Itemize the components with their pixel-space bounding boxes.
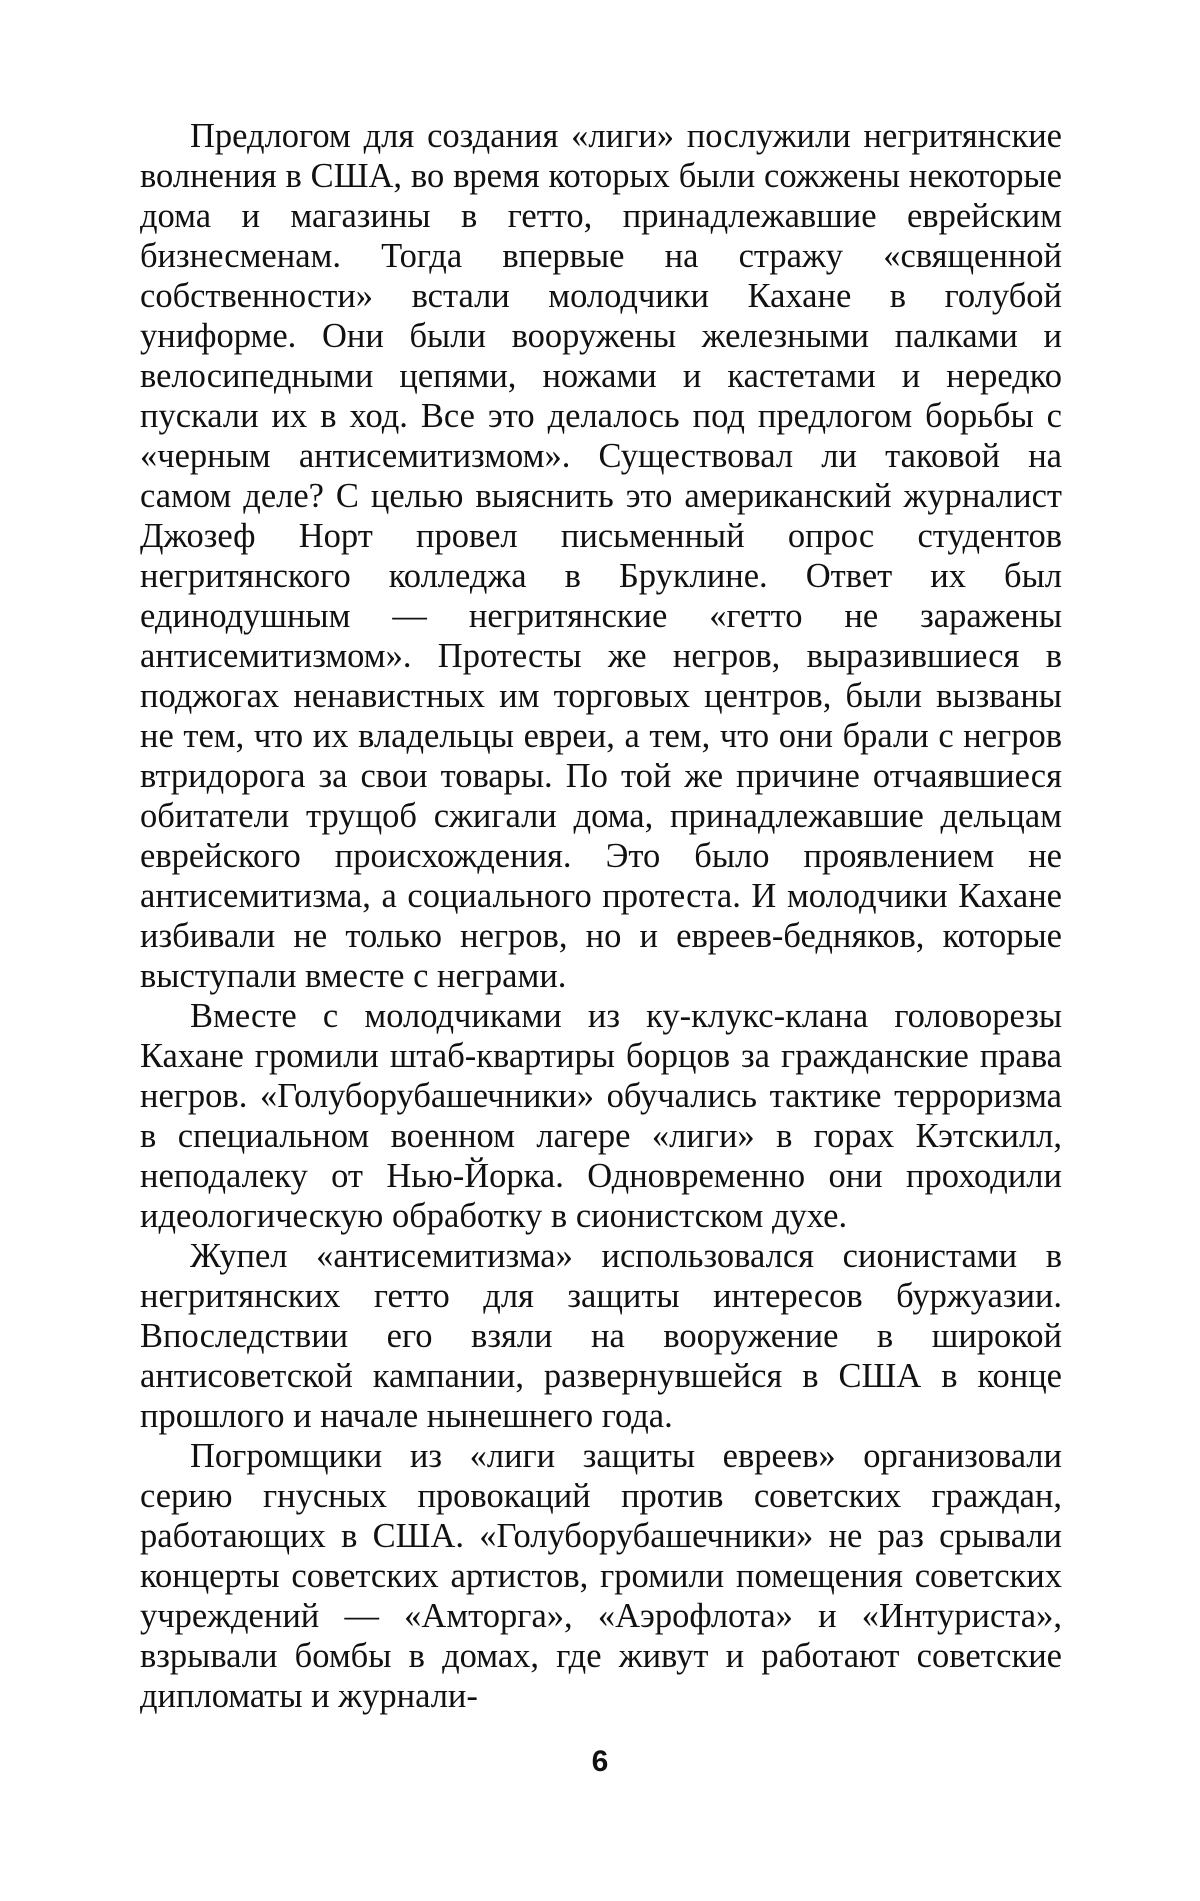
paragraph-1: Предлогом для создания «лиги» послужили негритянские волнения в США, во время которых были сожжены некоторые дома и магазины в гетто, принадлежавшие еврейским бизнесменам. Тогда впервые на стражу «священной собственности» встали молодчики Кахане в голубой униформе. Они были вооружены железными палками и велосипедными цепями, ножами и кастетами и нередко пускали их в ход. Все это делалось под предлогом борьбы с «черным антисемитизмом». Существовал ли таковой на самом деле? С целью выяснить это американский журналист Джозеф Норт провел письменный опрос студентов негритянского колледжа в Бруклине. Ответ их был единодушным — негритянские «гетто не заражены антисемитизмом». Протесты же негров, выразившиеся в поджогах ненавистных им торговых центров, были вызваны не тем, что их владельцы евреи, а тем, что они брали с негров втридорога за свои товары. По той же причине отчаявшиеся обитатели трущоб сжигали дома, принадлежавшие дельцам еврейского происхождения. Это было проявлением не антисемитизма, а социального протеста. И молодчики Кахане избивали не только негров, но и евреев-бедняков, которые выступали вместе с неграми. bbox=[140, 117, 1062, 995]
paragraph-4: Погромщики из «лиги защиты евреев» организовали серию гнусных провокаций против советских граждан, работающих в США. «Голуборубашечники» не раз срывали концерты советских артистов, громили помещения советских учреждений — «Амторга», «Аэрофлота» и «Интуриста», взрывали бомбы в домах, где живут и работают советские дипломаты и журнали- bbox=[140, 1437, 1062, 1715]
body-text bbox=[140, 116, 1062, 1716]
paragraph-3: Жупел «антисемитизма» использовался сионистами в негритянских гетто для защиты интересов буржуазии. Впоследствии его взяли на вооружение в широкой антисоветской кампании, развернувшейся в США в конце прошлого и начале нынешнего года. bbox=[140, 1237, 1062, 1435]
page-number: 6 bbox=[591, 1745, 609, 1778]
paragraph-2: Вместе с молодчиками из ку-клукс-клана головорезы Кахане громили штаб-квартиры борцов за гражданские права негров. «Голуборубашечники» обучались тактике терроризма в специальном военном лагере «лиги» в горах Кэтскилл, неподалеку от Нью-Йорка. Одновременно они проходили идеологическую обработку в сионистском духе. bbox=[140, 997, 1062, 1235]
